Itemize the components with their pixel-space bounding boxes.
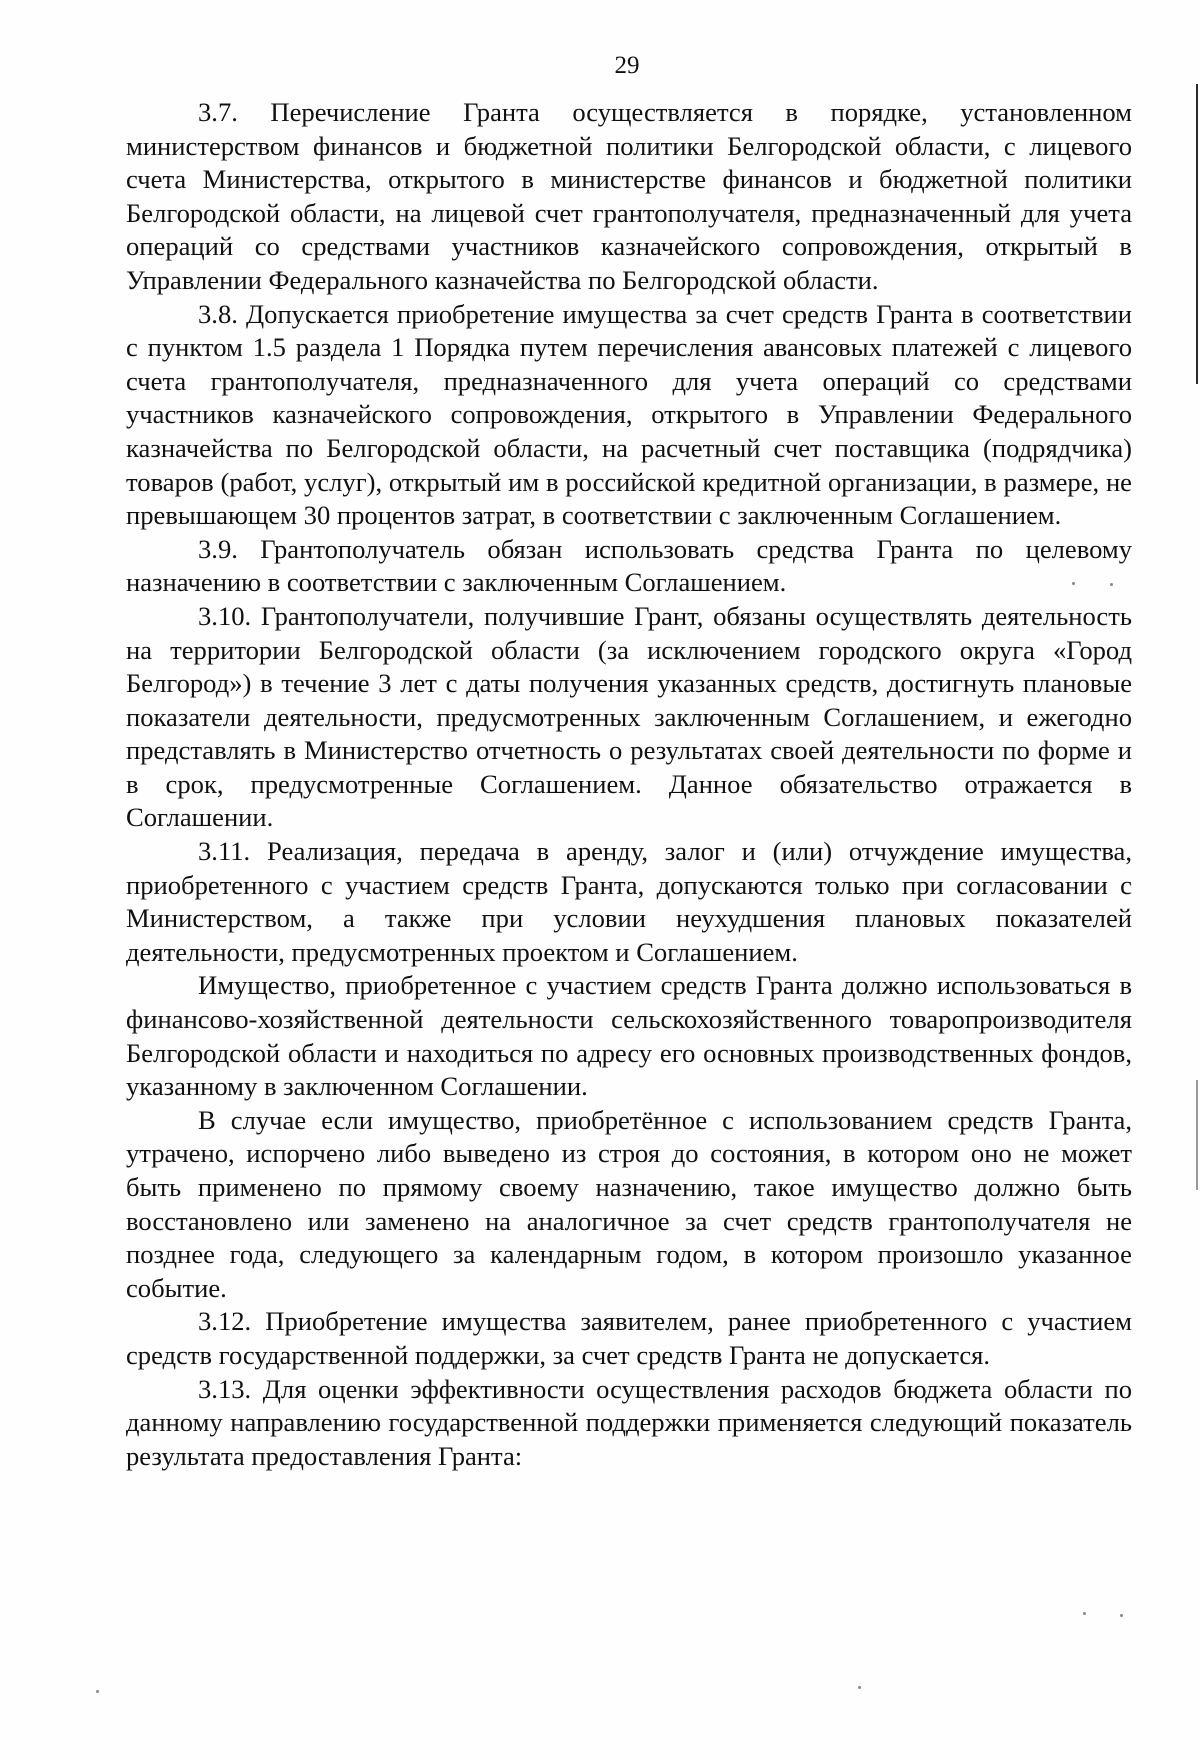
paragraph-property-use: Имущество, приобретенное с участием средств Гранта должно использоваться в финансово-хозяйственной деятельности сельскохозяйственного товаропроизводителя Белгородской области и находиться по адресу его основных производственных фондов, указанному в заключенном Соглашении. — [126, 970, 1132, 1102]
paragraph-property-loss: В случае если имущество, приобретённое с использованием средств Гранта, утрачено, испорчено либо выведено из строя до состояния, в котором оно не может быть применено по прямому своему назначению, такое имущество должно быть восстановлено или заменено на аналогичное за счет средств грантополучателя не позднее года, следующего за календарным годом, в котором произошло указанное событие. — [126, 1104, 1132, 1303]
page-number: 29 — [614, 52, 640, 79]
scan-speck — [96, 1690, 99, 1693]
paragraph-3-7: 3.7. Перечисление Гранта осуществляется в порядке, установленном министерством финансов и бюджетной политики Белгородской области, с лицевого счета Министерства, открытого в министерстве финансов и бюджетной политики Белгородской области, на лицевой счет грантополучателя, предназначенный для учета операций со средствами участников казначейского сопровождения, открытый в Управлении Федерального казначейства по Белгородской области. — [126, 97, 1132, 295]
paragraph-3-12: 3.12. Приобретение имущества заявителем, ранее приобретенного с участием средств государственной поддержки, за счет средств Гранта не допускается. — [126, 1306, 1132, 1370]
paragraph-3-8: 3.8. Допускается приобретение имущества за счет средств Гранта в соответствии с пунктом 1.5 раздела 1 Порядка путем перечисления авансовых платежей с лицевого счета грантополучателя, предназначенного для учета операций со средствами участников казначейского сопровождения, открытого в Управлении Федерального казначейства по Белгородской области, на расчетный счет поставщика (подрядчика) товаров (работ, услуг), открытый им в российской кредитной организации, в размере, не превышающем 30 процентов затрат, в соответствии с заключенным Соглашением. — [126, 298, 1132, 531]
paragraph-3-9: 3.9. Грантополучатель обязан использовать средства Гранта по целевому назначению в соответствии с заключенным Соглашением. — [126, 533, 1132, 598]
paragraph-3-11: 3.11. Реализация, передача в аренду, залог и (или) отчуждение имущества, приобретенного с участием средств Гранта, допускаются только при согласовании с Министерством, а также при условии неухудшения плановых показателей деятельности, предусмотренных проектом и Соглашением. — [126, 836, 1132, 967]
scan-speck — [1120, 1614, 1123, 1617]
scan-speck — [1083, 1612, 1086, 1615]
paragraph-3-13: 3.13. Для оценки эффективности осуществления расходов бюджета области по данному направлению государственной поддержки применяется следующий показатель результата предоставления Гранта: — [126, 1373, 1132, 1471]
document-body — [126, 96, 1132, 1473]
scan-speck — [1072, 582, 1075, 585]
paragraph-3-10: 3.10. Грантополучатели, получившие Грант, обязаны осуществлять деятельность на территории Белгородской области (за исключением городского округа «Город Белгород») в течение 3 лет с даты получения указанных средств, достигнуть плановые показатели деятельности, предусмотренных заключенным Соглашением, и ежегодно представлять в Министерство отчетность о результатах своей деятельности по форме и в срок, предусмотренные Соглашением. Данное обязательство отражается в Соглашении. — [126, 600, 1132, 833]
scan-speck — [1110, 583, 1113, 586]
scan-speck — [858, 1686, 861, 1689]
scan-edge-mark — [1196, 84, 1198, 384]
scan-edge-mark — [1196, 1080, 1198, 1190]
